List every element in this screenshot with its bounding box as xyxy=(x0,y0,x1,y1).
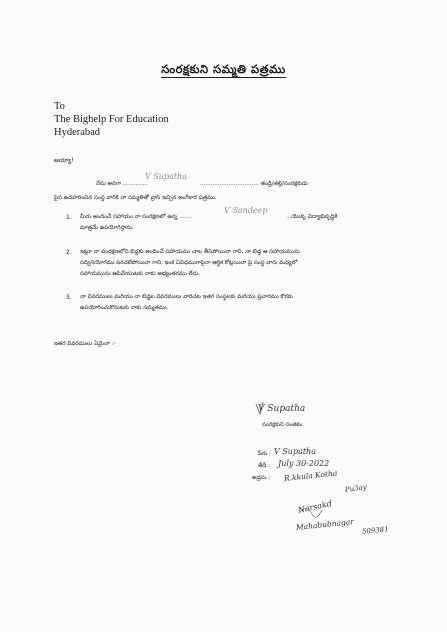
address-to: To xyxy=(54,101,65,112)
other-details-label: ఇతర వివరములు ఏమైనా :- xyxy=(54,341,116,347)
item3-line1: నా వివరములు మరియు నా బిడ్డల వివరములు వారిచట ఇతర సంస్థలకు మరియు ప్రచారము కొరకు xyxy=(80,294,293,300)
address-city: Hyderabad xyxy=(54,127,101,138)
item2-line1: ఇట్లూ నా పంరక్షణలోని బిడ్డకు అందించే సహాయము చాల తీసిపోయినా గాని, నా బిడ్డ ఆ సహాయమును xyxy=(80,249,300,255)
intro-line1-a: నేను అనగా .............. xyxy=(96,181,148,187)
address-org: The Bighelp For Education xyxy=(54,114,169,125)
name-label: పేరు : xyxy=(258,451,271,457)
intro-line2: పైన ఉదహరించిన సంస్థ వారికి నా సమ్మతితో వ్రాసి ఇచ్చిన అంగీకార పత్రము. xyxy=(54,195,217,201)
item1-line1-b: ...యొక్క విద్యాభివృద్ధికి xyxy=(286,214,338,220)
item2-line3: సహాయమును ఆపివేయుటకు నాకు అభ్యంతరము లేదు. xyxy=(80,271,201,277)
item2-line2: సద్వినియోగము పరచలేపోయినా గాని, ఇంక ఏవిధముగాపైనా ఆర్థిక కోట్లయినా పై సంస్థ వారు మధ్యలో xyxy=(80,260,298,266)
pen-stroke xyxy=(256,402,263,414)
item-number-2: 2. xyxy=(66,249,72,256)
salutation: అయ్యా! xyxy=(54,157,74,164)
address-label: అడ్రసు : xyxy=(252,475,271,481)
guardian-name-handwritten: V Supatha xyxy=(145,172,187,181)
address-line1-handwritten: R.kkula Kotha xyxy=(283,468,338,483)
intro-line1-b: ................................. తండ్రి/తల్లి/సంరక్షకుడు xyxy=(200,181,308,187)
address-line3-handwritten: Narsakd xyxy=(297,498,333,515)
signature-caption: సంరక్షకుని సంతకం xyxy=(262,422,303,428)
date-handwritten: July 30-2022 xyxy=(278,459,330,468)
item-number-3: 3. xyxy=(66,294,72,301)
name-handwritten: V Supatha xyxy=(274,447,316,456)
pen-stroke xyxy=(300,508,322,517)
guardian-signature: V Supatha xyxy=(258,404,306,414)
item1-line1-a: మీరు అందించే సహాయం నా సంరక్షణలో ఉన్న ....... xyxy=(80,214,192,220)
address-line4-handwritten: Mahabubnagar xyxy=(295,516,355,532)
address-line2-handwritten: Pu3ay xyxy=(344,483,368,494)
page-title: సంరక్షకుని సమ్మతి పత్రము xyxy=(161,62,286,76)
item-number-1: 1. xyxy=(66,214,72,221)
address-line5-handwritten: 509381 xyxy=(361,525,390,536)
child-name-handwritten: V Sandeep xyxy=(224,206,268,215)
item1-line2: మాత్రమే ఉపయోగిస్తాను. xyxy=(80,225,134,231)
date-label: తేదీ : xyxy=(258,463,270,469)
item3-line2: ఉపయోగించుకొనుటకు నాకు సమ్మతము. xyxy=(80,305,169,311)
